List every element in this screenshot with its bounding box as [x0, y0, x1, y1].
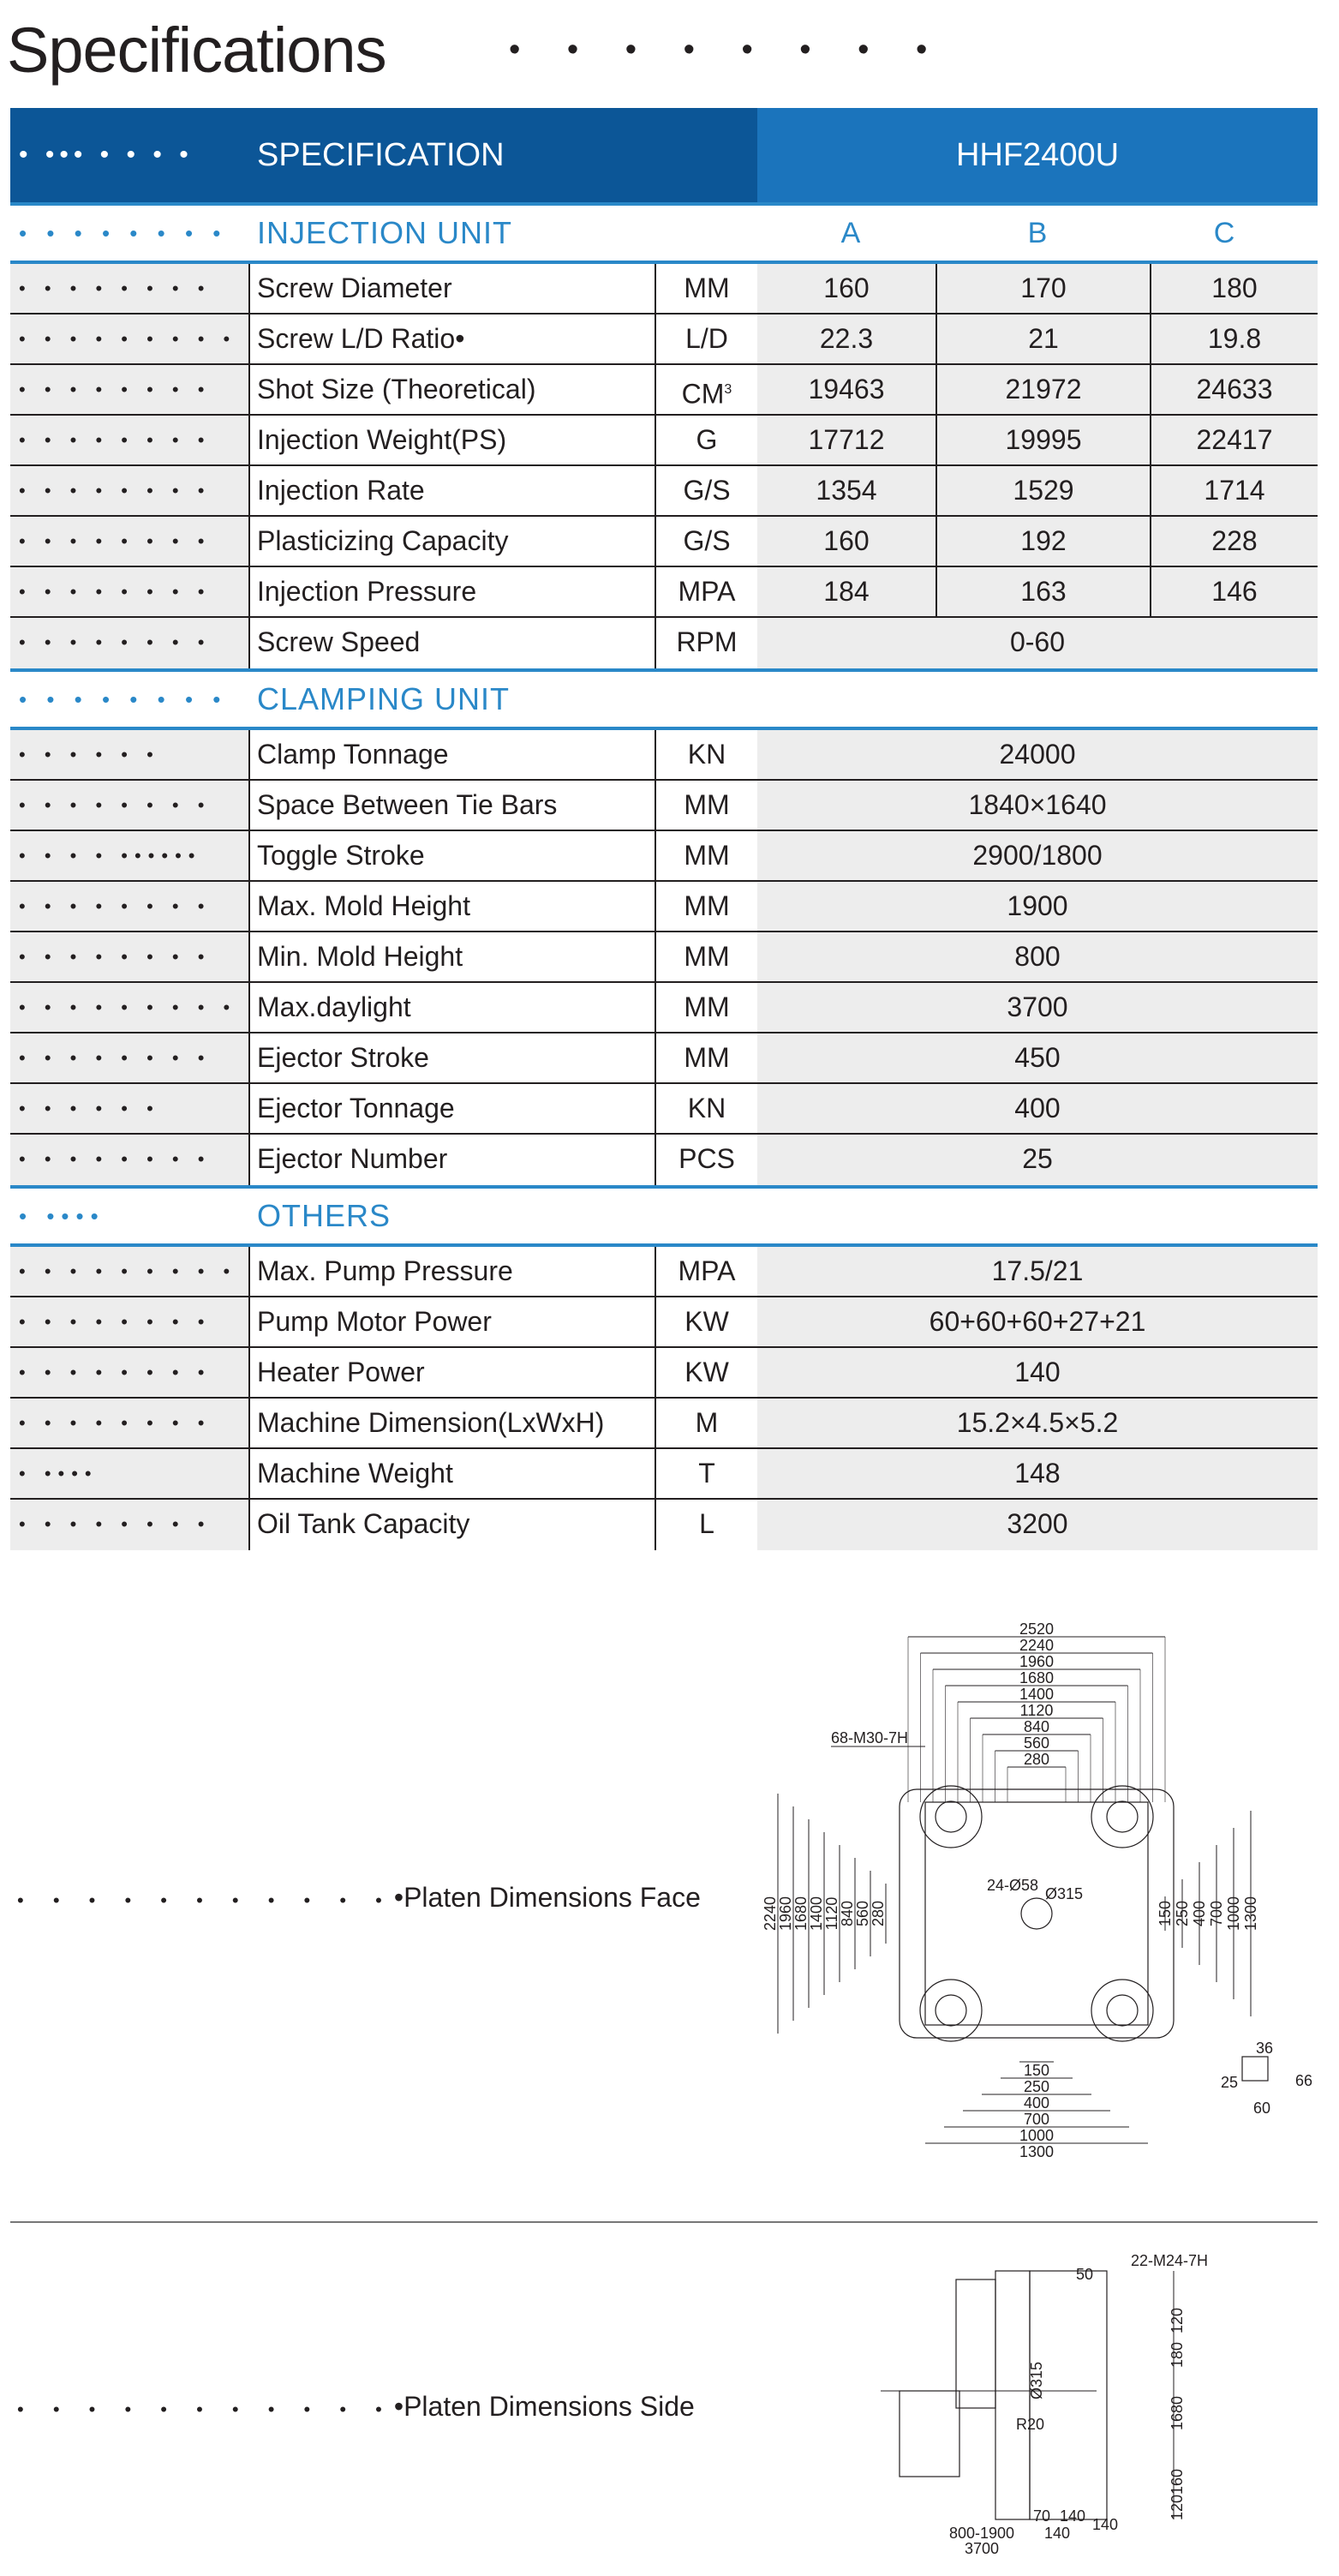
row-unit: [655, 730, 757, 779]
unit-text: L: [699, 1508, 714, 1539]
row-value: 19995: [937, 416, 1151, 464]
row-dots: • • • • • • • •: [10, 517, 250, 566]
table-row: [10, 416, 1318, 466]
nozzle-block: [900, 2391, 959, 2477]
dimension-label: 250: [1023, 2078, 1050, 2095]
row-dots: • • • • ••••••: [10, 831, 250, 880]
row-label: Screw Speed: [250, 618, 655, 668]
hole-callout: 68-M30-7H: [831, 1729, 909, 1746]
row-value: 184: [757, 567, 937, 616]
row-dots: • • • • • • • •: [10, 618, 250, 668]
row-value: 2900/1800: [972, 840, 1103, 871]
row-label: Shot Size (Theoretical): [250, 365, 655, 414]
row-value: 160: [757, 517, 937, 566]
side-radius: R20: [1016, 2416, 1045, 2433]
row-value: 1354: [757, 466, 937, 515]
dimension-label: 1120: [1019, 1702, 1054, 1719]
row-value: 22.3: [757, 315, 937, 363]
dimension-label: 700: [1208, 1900, 1225, 1927]
row-values: [757, 1399, 1318, 1447]
side-right-dimension: 180: [1169, 2341, 1186, 2369]
row-values: [757, 1449, 1318, 1498]
table-row: [10, 730, 1318, 781]
dimension-label: 1960: [777, 1896, 794, 1932]
unit-text: CM: [681, 378, 725, 410]
platen-side-title: •Platen Dimensions Side: [393, 2391, 695, 2422]
table-row: [10, 1084, 1318, 1135]
dimension-label: 150: [1157, 1900, 1174, 1927]
section-title: CLAMPING UNIT: [257, 681, 511, 716]
row-value: 24633: [1196, 374, 1273, 404]
side-right-dimension: 120: [1169, 2307, 1186, 2334]
side-bottom-dimension: 800-1900: [948, 2525, 1015, 2542]
row-value: 17.5/21: [991, 1255, 1084, 1286]
row-label: Max. Mold Height: [250, 882, 655, 931]
row-label: Min. Mold Height: [250, 932, 655, 981]
side-top-dim: 50: [1076, 2266, 1094, 2283]
section-dots: • • • • • • • •: [19, 686, 228, 712]
row-label: Injection Weight(PS): [250, 416, 655, 464]
unit-text: KW: [684, 1357, 729, 1387]
table-row: [10, 1348, 1318, 1399]
row-value: 400: [1014, 1093, 1061, 1123]
table-row: [10, 517, 1318, 567]
dimension-label: 250: [1174, 1900, 1191, 1927]
row-values: [757, 882, 1318, 931]
row-value: 3700: [1007, 991, 1068, 1022]
unit-text: KN: [687, 739, 726, 770]
dimension-label: 1000: [1225, 1896, 1242, 1932]
platen-face-drawing: [762, 1618, 1324, 2158]
row-dots: • • • • • • • •: [10, 264, 250, 313]
row-label: Injection Pressure: [250, 567, 655, 616]
row-values: [757, 517, 1318, 566]
row-dots: • • • • • • • •: [10, 466, 250, 515]
table-row: [10, 1449, 1318, 1500]
row-value: 180: [1211, 273, 1258, 303]
row-label: Oil Tank Capacity: [250, 1500, 655, 1550]
side-right-dimension: 1680: [1169, 2395, 1186, 2431]
detail-dimension: 36: [1255, 2040, 1274, 2057]
row-dots: • • • • • • • •: [10, 567, 250, 616]
column-label: A: [840, 216, 861, 249]
row-values: [757, 1297, 1318, 1346]
row-values: [757, 1247, 1318, 1296]
dimension-label: 1680: [1019, 1669, 1055, 1686]
specification-table: [10, 108, 1318, 1550]
row-dots: • • • • • • • •: [10, 882, 250, 931]
detail-dimension: 66: [1294, 2072, 1313, 2089]
row-value: 25: [1022, 1143, 1053, 1174]
table-row: [10, 831, 1318, 882]
row-value: 1840×1640: [968, 789, 1107, 820]
row-value: 228: [1211, 525, 1258, 556]
row-values: [757, 1348, 1318, 1397]
platen-face-title: •Platen Dimensions Face: [393, 1882, 701, 1913]
row-unit: [655, 1084, 757, 1133]
tie-bar-boss: [920, 1786, 982, 1848]
dimension-label: 1000: [1019, 2127, 1055, 2144]
row-unit: [655, 781, 757, 830]
tie-bar-hole: [1107, 1995, 1138, 2026]
unit-text: MM: [684, 789, 730, 820]
tie-bar-boss: [1091, 1980, 1153, 2041]
row-value: 163: [937, 567, 1151, 616]
row-dots: • • • • • • • • •: [10, 983, 250, 1032]
page-title: Specifications: [7, 15, 386, 86]
tie-bar-boss: [920, 1980, 982, 2041]
tie-bar-hole: [1107, 1801, 1138, 1832]
unit-text: M: [695, 1407, 719, 1438]
detail-view: [1242, 2057, 1268, 2081]
dimension-label: 700: [1023, 2111, 1050, 2128]
center-diameter-callout: Ø315: [1045, 1885, 1084, 1902]
row-value: 148: [1014, 1458, 1061, 1489]
row-unit: [655, 365, 757, 414]
row-values: [757, 466, 1318, 515]
row-unit: [655, 983, 757, 1032]
row-label: Machine Dimension(LxWxH): [250, 1399, 655, 1447]
row-value: 60+60+60+27+21: [929, 1306, 1146, 1337]
dimension-label: 1680: [792, 1896, 810, 1932]
platen-plate: [995, 2271, 1030, 2519]
row-unit: [655, 1033, 757, 1082]
row-unit: [655, 882, 757, 931]
table-row: [10, 618, 1318, 668]
unit-text: G/S: [683, 525, 731, 556]
page-heading: [7, 9, 1326, 91]
section-dots: • • • • • • • •: [19, 219, 228, 246]
row-label: Ejector Tonnage: [250, 1084, 655, 1133]
row-value: 160: [757, 264, 937, 313]
dimension-label: 280: [1023, 1751, 1050, 1768]
row-dots: • • • • • • • •: [10, 416, 250, 464]
row-value: 170: [937, 264, 1151, 313]
row-value: 146: [1211, 576, 1258, 607]
row-dots: • ••••: [10, 1449, 250, 1498]
detail-dimension: 60: [1252, 2100, 1271, 2117]
section-divider: [10, 2221, 1318, 2223]
row-unit: [655, 1247, 757, 1296]
row-dots: • • • • • • • •: [10, 1348, 250, 1397]
header-model: HHF2400U: [757, 108, 1318, 202]
row-label: Screw Diameter: [250, 264, 655, 313]
section-dots: • ••••: [19, 1202, 105, 1229]
row-values: [757, 365, 1318, 414]
dimension-label: 280: [870, 1900, 887, 1927]
table-row: [10, 315, 1318, 365]
table-row: [10, 1135, 1318, 1185]
table-row: [10, 466, 1318, 517]
table-row: [10, 1033, 1318, 1084]
row-label: Max. Pump Pressure: [250, 1247, 655, 1296]
row-value: 21972: [937, 365, 1151, 414]
platen-face-dots: • • • • • • • • • • •: [17, 1890, 394, 1911]
dimension-label: 2240: [1019, 1637, 1055, 1654]
unit-text: KW: [684, 1306, 729, 1337]
row-values: [757, 730, 1318, 779]
row-values: [757, 567, 1318, 616]
section-title: OTHERS: [257, 1198, 392, 1233]
row-dots: • • • • • • • •: [10, 932, 250, 981]
platen-side-label: [17, 2391, 695, 2423]
tie-bar-boss: [1091, 1786, 1153, 1848]
row-unit: [655, 416, 757, 464]
detail-dimension: 25: [1220, 2074, 1239, 2091]
dimension-label: 1400: [1019, 1686, 1055, 1703]
row-value: 450: [1014, 1042, 1061, 1073]
dimension-label: 840: [839, 1900, 856, 1927]
side-right-dimension: 160: [1169, 2468, 1186, 2495]
unit-text: MM: [684, 840, 730, 871]
heading-dots: • • • • • • • •: [509, 32, 947, 68]
row-dots: • • • • • • • • •: [10, 1247, 250, 1296]
column-label: C: [1213, 216, 1235, 249]
row-dots: • • • • • • • •: [10, 1135, 250, 1185]
dimension-label: 1300: [1019, 2143, 1055, 2158]
row-values: [757, 1500, 1318, 1550]
row-value: 17712: [757, 416, 937, 464]
row-values: [757, 932, 1318, 981]
row-unit: [655, 1348, 757, 1397]
row-unit: [655, 264, 757, 313]
table-row: [10, 365, 1318, 416]
column-label: B: [1027, 216, 1048, 249]
dimension-label: 400: [1191, 1900, 1208, 1927]
platen-face-label: [17, 1882, 701, 1914]
row-values: [757, 315, 1318, 363]
dimension-label: 400: [1023, 2094, 1050, 2112]
dimension-label: 1960: [1019, 1653, 1055, 1670]
side-bottom-dimension: 70: [1032, 2507, 1051, 2525]
unit-text: L/D: [685, 323, 728, 354]
tie-bar-hole: [936, 1995, 966, 2026]
row-value: 15.2×4.5×5.2: [956, 1407, 1119, 1438]
platen-outline: [900, 1789, 1174, 2038]
unit-text: MM: [684, 991, 730, 1022]
dimension-label: 560: [854, 1900, 871, 1927]
header-label: SPECIFICATION: [257, 137, 505, 173]
unit-text: MM: [684, 273, 730, 303]
row-unit: [655, 517, 757, 566]
section-header: [10, 668, 1318, 730]
row-label: Ejector Stroke: [250, 1033, 655, 1082]
row-value: 21: [937, 315, 1151, 363]
row-label: Space Between Tie Bars: [250, 781, 655, 830]
row-label: Max.daylight: [250, 983, 655, 1032]
row-unit: [655, 831, 757, 880]
row-unit: [655, 1399, 757, 1447]
table-row: [10, 264, 1318, 315]
row-unit: [655, 466, 757, 515]
dimension-label: 1300: [1242, 1896, 1259, 1932]
row-unit: [655, 1500, 757, 1550]
platen-side-drawing: [874, 2245, 1234, 2571]
row-value: 24000: [999, 739, 1076, 770]
table-row: [10, 1500, 1318, 1550]
row-value: 19463: [757, 365, 937, 414]
row-value: 1529: [937, 466, 1151, 515]
dimension-label: 1120: [823, 1896, 840, 1931]
row-value: 22417: [1196, 424, 1273, 455]
dimension-label: 2520: [1019, 1620, 1055, 1638]
platen-side-svg: [874, 2245, 1234, 2571]
unit-text: KN: [687, 1093, 726, 1123]
side-bottom-dimension: 3700: [964, 2540, 1000, 2557]
row-unit: [655, 618, 757, 668]
row-label: Ejector Number: [250, 1135, 655, 1185]
row-dots: • • • • • • • •: [10, 365, 250, 414]
center-hole: [1021, 1898, 1052, 1929]
dimension-label: 1400: [808, 1896, 825, 1932]
side-right-dimension: 120: [1169, 2494, 1186, 2521]
unit-text: MM: [684, 890, 730, 921]
row-value: 800: [1014, 941, 1061, 972]
row-values: [757, 1033, 1318, 1082]
row-label: Heater Power: [250, 1348, 655, 1397]
row-label: Toggle Stroke: [250, 831, 655, 880]
unit-text: G/S: [683, 475, 731, 506]
row-label: Screw L/D Ratio•: [250, 315, 655, 363]
unit-text: G: [696, 424, 718, 455]
row-dots: • • • • • • • •: [10, 781, 250, 830]
row-label: Machine Weight: [250, 1449, 655, 1498]
row-unit: [655, 1135, 757, 1185]
row-unit: [655, 1449, 757, 1498]
side-bottom-dimension: 140: [1043, 2525, 1071, 2542]
row-dots: • • • • • •: [10, 1084, 250, 1133]
row-unit: [655, 932, 757, 981]
dimension-label: 560: [1023, 1734, 1050, 1752]
row-label: Pump Motor Power: [250, 1297, 655, 1346]
row-dots: • • • • • • • •: [10, 1033, 250, 1082]
row-values: [757, 1135, 1318, 1185]
row-unit: [655, 315, 757, 363]
row-unit: [655, 1297, 757, 1346]
row-value: 1714: [1204, 475, 1265, 506]
unit-text: T: [698, 1458, 715, 1489]
section-header: [10, 202, 1318, 264]
platen-body: [925, 1802, 1148, 2025]
table-row: [10, 983, 1318, 1033]
row-values: [757, 618, 1318, 668]
row-values: [757, 831, 1318, 880]
platen-face-svg: [762, 1618, 1324, 2158]
row-values: [757, 781, 1318, 830]
row-dots: • • • • • • • • •: [10, 315, 250, 363]
row-dots: • • • • • • • •: [10, 1500, 250, 1550]
platen-side-dots: • • • • • • • • • • •: [17, 2399, 394, 2420]
row-label: Plasticizing Capacity: [250, 517, 655, 566]
row-values: [757, 416, 1318, 464]
side-holes-callout: 22-M24-7H: [1131, 2252, 1209, 2269]
row-value: 3200: [1007, 1508, 1068, 1539]
dimension-label: 150: [1023, 2062, 1050, 2079]
header-dots: • ••• • • • •: [19, 141, 194, 169]
unit-text: PCS: [678, 1143, 735, 1174]
section-header: [10, 1185, 1318, 1247]
row-dots: • • • • • • • •: [10, 1297, 250, 1346]
row-values: [757, 264, 1318, 313]
side-bottom-dimension: 140: [1059, 2507, 1086, 2525]
unit-text: MPA: [678, 1255, 736, 1286]
dimension-label: 840: [1023, 1718, 1050, 1735]
unit-text: MM: [684, 941, 730, 972]
row-values: [757, 983, 1318, 1032]
table-row: [10, 1247, 1318, 1297]
table-row: [10, 882, 1318, 932]
section-columns: [757, 217, 1318, 250]
table-row: [10, 781, 1318, 831]
table-body: [10, 202, 1318, 1550]
row-value: 140: [1014, 1357, 1061, 1387]
row-value: 19.8: [1207, 323, 1262, 354]
center-holes-callout: 24-Ø58: [987, 1877, 1039, 1894]
row-dots: • • • • • •: [10, 730, 250, 779]
row-values: [757, 1084, 1318, 1133]
row-value: 1900: [1007, 890, 1068, 921]
table-row: [10, 932, 1318, 983]
dimension-label: 2240: [762, 1896, 779, 1932]
table-header: [10, 108, 1318, 202]
row-label: Injection Rate: [250, 466, 655, 515]
row-dots: • • • • • • • •: [10, 1399, 250, 1447]
table-row: [10, 1399, 1318, 1449]
row-value: 192: [937, 517, 1151, 566]
unit-superscript: 3: [724, 382, 732, 397]
unit-text: MPA: [678, 576, 736, 607]
unit-text: MM: [684, 1042, 730, 1073]
ejector-housing: [956, 2279, 995, 2408]
section-title: INJECTION UNIT: [257, 215, 512, 250]
table-row: [10, 1297, 1318, 1348]
unit-text: RPM: [676, 626, 738, 657]
tie-bar-hole: [936, 1801, 966, 1832]
row-label: Clamp Tonnage: [250, 730, 655, 779]
side-diameter: Ø315: [1028, 2361, 1045, 2399]
side-bottom-dimension: 140: [1091, 2516, 1119, 2533]
row-value: 0-60: [1009, 626, 1066, 657]
table-row: [10, 567, 1318, 618]
row-unit: [655, 567, 757, 616]
